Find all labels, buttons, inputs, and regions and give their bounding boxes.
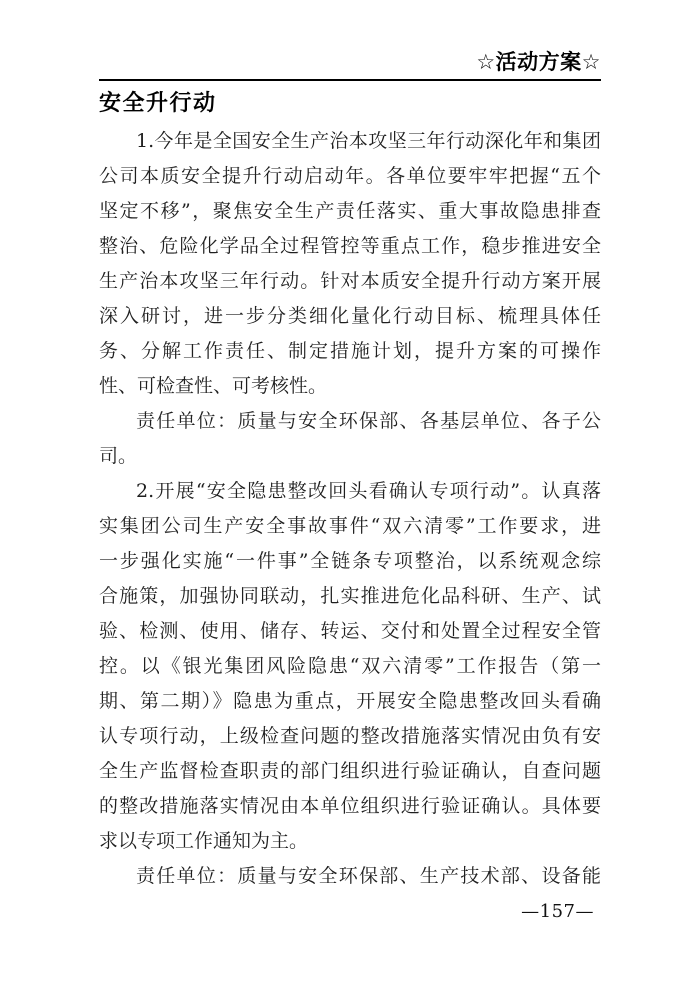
text-line: 全生产监督检查职责的部门组织进行验证确认，自查问题 [99, 760, 601, 782]
page-footer [521, 901, 594, 923]
header-rule [99, 79, 601, 81]
paragraph [99, 859, 601, 894]
text-line: 认专项行动，上级检查问题的整改措施落实情况由负有安 [99, 725, 601, 747]
text-line: 的整改措施落实情况由本单位组织进行验证确认。具体要 [99, 795, 601, 817]
text-line: 一步强化实施“一件事”全链条专项整治，以系统观念综 [99, 550, 601, 572]
text-line: 深入研讨，进一步分类细化量化行动目标、梳理具体任 [99, 305, 601, 327]
text-line: 责任单位：质量与安全环保部、生产技术部、设备能 [136, 865, 601, 887]
section-title: 安全升行动 [99, 90, 217, 116]
text-line: 坚定不移”，聚焦安全生产责任落实、重大事故隐患排查 [99, 200, 601, 222]
text-line: 实集团公司生产安全事故事件“双六清零”工作要求，进 [99, 515, 601, 537]
text-line: 控。以《银光集团风险隐患“双六清零”工作报告（第一 [99, 655, 601, 677]
text-line: 性、可检查性、可考核性。 [99, 375, 328, 397]
text-line: 责任单位：质量与安全环保部、各基层单位、各子公 [136, 410, 601, 432]
text-line: 生产治本攻坚三年行动。针对本质安全提升行动方案开展 [99, 270, 601, 292]
text-line: 务、分解工作责任、制定措施计划，提升方案的可操作 [99, 340, 601, 362]
text-line: 整治、危险化学品全过程管控等重点工作，稳步推进安全 [99, 235, 601, 257]
paragraph [99, 404, 601, 474]
text-line: 求以专项工作通知为主。 [99, 830, 309, 852]
text-line: 期、第二期）》隐患为重点，开展安全隐患整改回头看确 [99, 690, 601, 712]
text-line: 公司本质安全提升行动启动年。各单位要牢牢把握“五个 [99, 165, 601, 187]
text-line: 验、检测、使用、储存、转运、交付和处置全过程安全管 [99, 620, 601, 642]
paragraph [99, 124, 601, 404]
paragraph [99, 474, 601, 859]
page-number: —157— [521, 901, 594, 922]
text-line: 司。 [99, 445, 138, 467]
document-body [99, 124, 601, 894]
text-line: 合施策，加强协同联动，扎实推进危化品科研、生产、试 [99, 585, 601, 607]
header-stamp: ☆活动方案☆ [476, 50, 601, 74]
text-line: 2.开展“安全隐患整改回头看确认专项行动”。认真落 [136, 480, 601, 502]
page-header [99, 50, 601, 75]
text-line: 1.今年是全国安全生产治本攻坚三年行动深化年和集团 [136, 130, 601, 152]
